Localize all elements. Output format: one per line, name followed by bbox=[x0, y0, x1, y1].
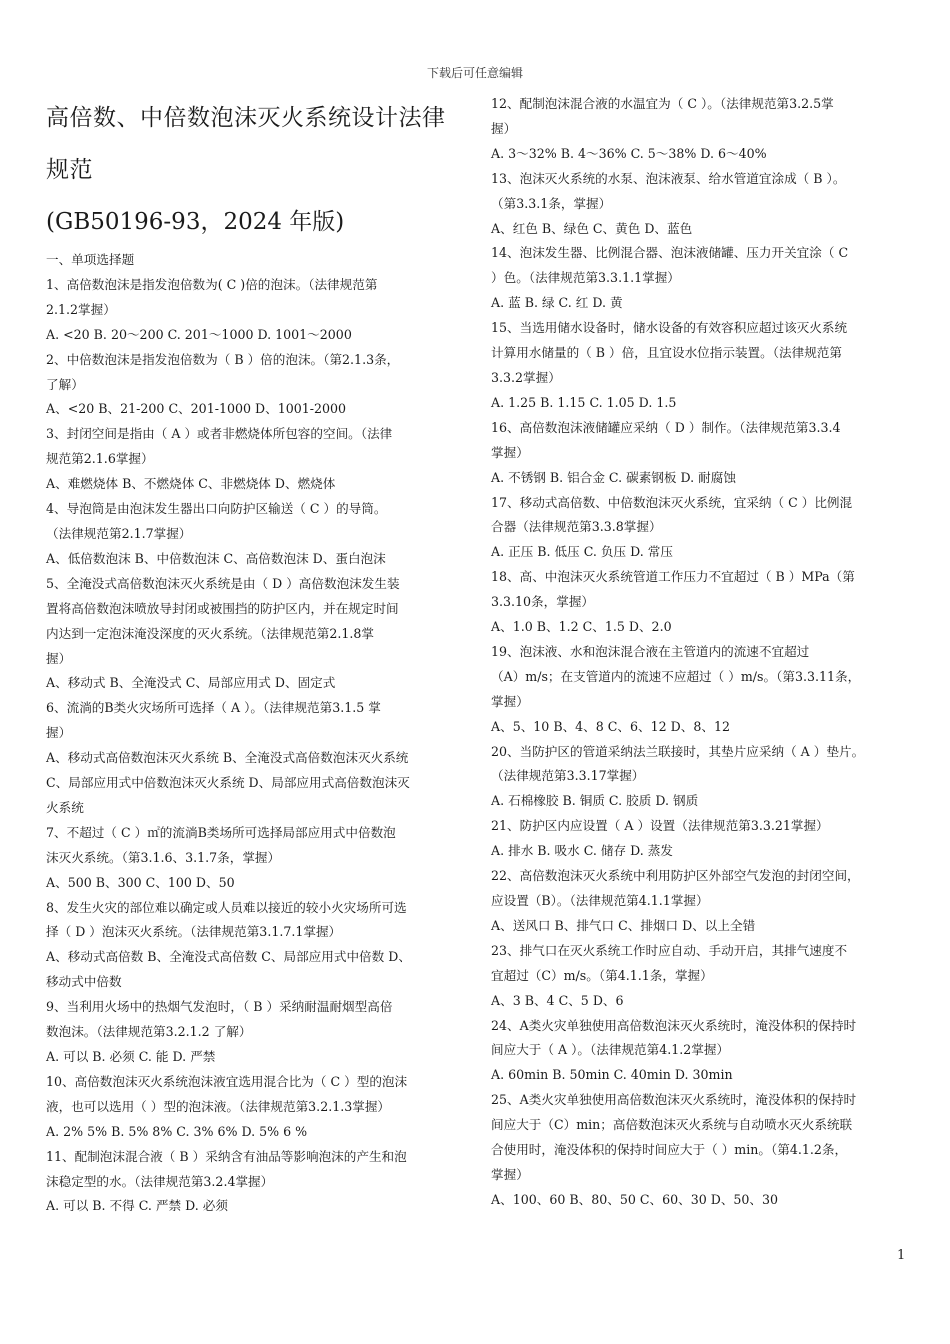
text-line: A. 排水 B. 吸水 C. 储存 D. 蒸发 bbox=[491, 843, 673, 859]
document-title: 高倍数、中倍数泡沫灭火系统设计法律规范 bbox=[46, 105, 446, 183]
text-line: A. 石棉橡胶 B. 铜质 C. 胶质 D. 钢质 bbox=[491, 793, 699, 809]
text-line: 4、导泡筒是由泡沫发生器出口向防护区输送（ C ）的导筒。 bbox=[46, 501, 387, 517]
text-line: 2.1.2掌握） bbox=[46, 301, 116, 317]
text-line: 6、流淌的B类火灾场所可选择（ A ）。（法律规范第3.1.5 掌 bbox=[46, 700, 381, 716]
section-heading: 一、单项选择题 bbox=[46, 252, 135, 267]
text-line: 间应大于（ A ）。（法律规范第4.1.2掌握） bbox=[491, 1042, 730, 1058]
text-line: 合器（法律规范第3.3.8掌握） bbox=[491, 519, 662, 535]
text-line: 合使用时，淹没体积的保持时间应大于（ ）min。（第4.1.2条， bbox=[491, 1142, 848, 1158]
text-line: ）色。（法律规范第3.3.1.1掌握） bbox=[491, 270, 680, 286]
text-line: 20、当防护区的管道采纳法兰联接时，其垫片应采纳（ A ）垫片。 bbox=[491, 743, 865, 759]
text-line: 17、移动式高倍数、中倍数泡沫灭火系统，宜采纳（ C ）比例混 bbox=[491, 494, 853, 510]
text-line: 23、排气口在灭火系统工作时应自动、手动开启，其排气速度不 bbox=[491, 942, 848, 958]
text-line: 7、不超过（ C ）㎡的流淌B类场所可选择局部应用式中倍数泡 bbox=[46, 824, 396, 840]
text-line: A、红色 B、绿色 C、黄色 D、蓝色 bbox=[491, 220, 693, 236]
text-line: A、<20 B、21-200 C、201-1000 D、1001-2000 bbox=[46, 401, 347, 417]
text-line: A. 不锈钢 B. 铝合金 C. 碳素钢板 D. 耐腐蚀 bbox=[491, 469, 736, 485]
text-line: A、移动式 B、全淹没式 C、局部应用式 D、固定式 bbox=[46, 675, 336, 691]
text-line: 3.3.2掌握） bbox=[491, 369, 561, 385]
text-line: 置将高倍数泡沫喷放导封闭或被围挡的防护区内，并在规定时间 bbox=[46, 600, 399, 616]
text-line: A、低倍数泡沫 B、中倍数泡沫 C、高倍数泡沫 D、蛋白泡沫 bbox=[46, 550, 386, 566]
text-line: A、难燃烧体 B、不燃烧体 C、非燃烧体 D、燃烧体 bbox=[46, 476, 336, 492]
text-line: 12、配制泡沫混合液的水温宜为（ C ）。（法律规范第3.2.5掌 bbox=[491, 96, 834, 111]
document-subtitle: (GB50196-93，2024 年版) bbox=[46, 209, 345, 235]
text-line: 火系统 bbox=[46, 799, 84, 815]
text-line: A、100、60 B、80、50 C、60、30 D、50、30 bbox=[491, 1191, 779, 1207]
text-line: 13、泡沫灭火系统的水泵、泡沫液泵、给水管道宜涂成（ B ）。 bbox=[491, 170, 846, 186]
text-line: 握） bbox=[491, 120, 517, 136]
text-line: （法律规范第3.3.17掌握） bbox=[491, 768, 645, 784]
text-line: A. 可以 B. 不得 C. 严禁 D. 必须 bbox=[46, 1198, 228, 1214]
text-line: 规范第2.1.6掌握） bbox=[46, 451, 154, 467]
right-question-list bbox=[491, 92, 915, 1213]
text-line: A、500 B、300 C、100 D、50 bbox=[46, 874, 235, 890]
text-line: A. <20 B. 20～200 C. 201～1000 D. 1001～2000 bbox=[46, 326, 352, 342]
text-line: 15、当选用储水设备时，储水设备的有效容积应超过该灭火系统 bbox=[491, 320, 848, 336]
text-line: 3.3.10条，掌握） bbox=[491, 594, 595, 610]
text-line: A. 2% 5% B. 5% 8% C. 3% 6% D. 5% 6 % bbox=[46, 1123, 308, 1139]
text-line: 宜超过（C）m/s。（第4.1.1条，掌握） bbox=[491, 967, 713, 983]
text-line: 22、高倍数泡沫灭火系统中利用防护区外部空气发泡的封闭空间， bbox=[491, 868, 860, 884]
text-line: A、3 B、4 C、5 D、6 bbox=[491, 992, 624, 1008]
text-line: A. 1.25 B. 1.15 C. 1.05 D. 1.5 bbox=[491, 394, 677, 410]
text-line: 移动式中倍数 bbox=[46, 974, 122, 990]
text-line: 1、高倍数泡沫是指发泡倍数为( C )倍的泡沫。（法律规范第 bbox=[46, 276, 378, 292]
text-line: 10、高倍数泡沫灭火系统泡沫液宜选用混合比为（ C ）型的泡沫 bbox=[46, 1073, 408, 1089]
text-line: 沫灭火系统。（第3.1.6、3.1.7条，掌握） bbox=[46, 849, 281, 865]
text-line: A. 可以 B. 必须 C. 能 D. 严禁 bbox=[46, 1049, 216, 1064]
text-line: 19、泡沫液、水和泡沫混合液在主管道内的流速不宜超过 bbox=[491, 643, 810, 659]
text-line: 16、高倍数泡沫液储罐应采纳（ D ）制作。（法律规范第3.3.4 bbox=[491, 419, 841, 435]
text-line: A、1.0 B、1.2 C、1.5 D、2.0 bbox=[491, 619, 672, 635]
text-line: 计算用水储量的（ B ）倍，且宜设水位指示装置。（法律规范第 bbox=[491, 345, 842, 361]
text-line: 25、A类火灾单独使用高倍数泡沫灭火系统时，淹没体积的保持时 bbox=[491, 1092, 857, 1108]
text-line: 2、中倍数泡沫是指发泡倍数为（ B ）倍的泡沫。（第2.1.3条， bbox=[46, 351, 400, 367]
page-number: 1 bbox=[897, 1248, 906, 1263]
left-question-list bbox=[46, 273, 460, 1219]
text-line: A、移动式高倍数泡沫灭火系统 B、全淹没式高倍数泡沫灭火系统 bbox=[46, 750, 409, 766]
text-line: A. 蓝 B. 绿 C. 红 D. 黄 bbox=[491, 295, 623, 311]
text-line: 5、全淹没式高倍数泡沫灭火系统是由（ D ）高倍数泡沫发生装 bbox=[46, 575, 400, 591]
text-line: 18、高、中泡沫灭火系统管道工作压力不宜超过（ B ）MPa（第 bbox=[491, 569, 855, 585]
right-column bbox=[491, 92, 915, 1213]
text-line: 14、泡沫发生器、比例混合器、泡沫液储罐、压力开关宜涂（ C bbox=[491, 245, 849, 261]
text-line: 握） bbox=[46, 650, 72, 666]
text-line: 3、封闭空间是指由（ A ）或者非燃烧体所包容的空间。（法律 bbox=[46, 426, 393, 442]
text-line: A、5、10 B、4、8 C、6、12 D、8、12 bbox=[491, 718, 730, 734]
text-line: 内达到一定泡沫淹没深度的灭火系统。（法律规范第2.1.8掌 bbox=[46, 625, 374, 641]
text-line: 沫稳定型的水。（法律规范第3.2.4掌握） bbox=[46, 1173, 274, 1189]
text-line: 9、当利用火场中的热烟气发泡时，（ B ）采纳耐温耐烟型高倍 bbox=[46, 999, 393, 1015]
text-line: 11、配制泡沫混合液（ B ）采纳含有油品等影响泡沫的产生和泡 bbox=[46, 1148, 407, 1164]
text-line: 掌握） bbox=[491, 1166, 529, 1182]
text-line: 8、发生火灾的部位难以确定或人员难以接近的较小火灾场所可选 bbox=[46, 899, 407, 915]
text-line: 掌握） bbox=[491, 693, 529, 709]
text-line: 数泡沫。（法律规范第3.2.1.2 了解） bbox=[46, 1024, 252, 1040]
text-line: A、移动式高倍数 B、全淹没式高倍数 C、局部应用式中倍数 D、 bbox=[46, 949, 411, 965]
text-line: A、送风口 B、排气口 C、排烟口 D、以上全错 bbox=[491, 917, 756, 933]
text-line: A. 60min B. 50min C. 40min D. 30min bbox=[491, 1067, 733, 1083]
text-line: C、局部应用式中倍数泡沫灭火系统 D、局部应用式高倍数泡沫灭 bbox=[46, 775, 410, 791]
text-line: A. 3～32% B. 4～36% C. 5～38% D. 6～40% bbox=[491, 145, 767, 161]
text-line: 间应大于（C）min；高倍数泡沫灭火系统与自动喷水灭火系统联 bbox=[491, 1117, 853, 1133]
text-line: 21、防护区内应设置（ A ）设置（法律规范第3.3.21掌握） bbox=[491, 818, 829, 834]
page-header-note: 下载后可任意编辑 bbox=[426, 66, 523, 80]
text-line: （法律规范第2.1.7掌握） bbox=[46, 525, 192, 541]
left-column bbox=[46, 92, 460, 1219]
text-line: 握） bbox=[46, 725, 72, 741]
text-line: A. 正压 B. 低压 C. 负压 D. 常压 bbox=[491, 544, 673, 560]
text-line: 应设置（B）。（法律规范第4.1.1掌握） bbox=[491, 893, 709, 908]
text-line: 了解） bbox=[46, 376, 84, 392]
text-line: 择（ D ）泡沫灭火系统。（法律规范第3.1.7.1掌握） bbox=[46, 924, 342, 940]
text-line: 24、A类火灾单独使用高倍数泡沫灭火系统时，淹没体积的保持时 bbox=[491, 1017, 857, 1033]
text-line: 掌握） bbox=[491, 444, 529, 460]
text-line: （A）m/s；在支管道内的流速不应超过（ ）m/s。（第3.3.11条， bbox=[491, 668, 861, 684]
text-line: （第3.3.1条，掌握） bbox=[491, 195, 612, 211]
text-line: 液，也可以选用（ ）型的泡沫液。（法律规范第3.2.1.3掌握） bbox=[46, 1098, 391, 1114]
